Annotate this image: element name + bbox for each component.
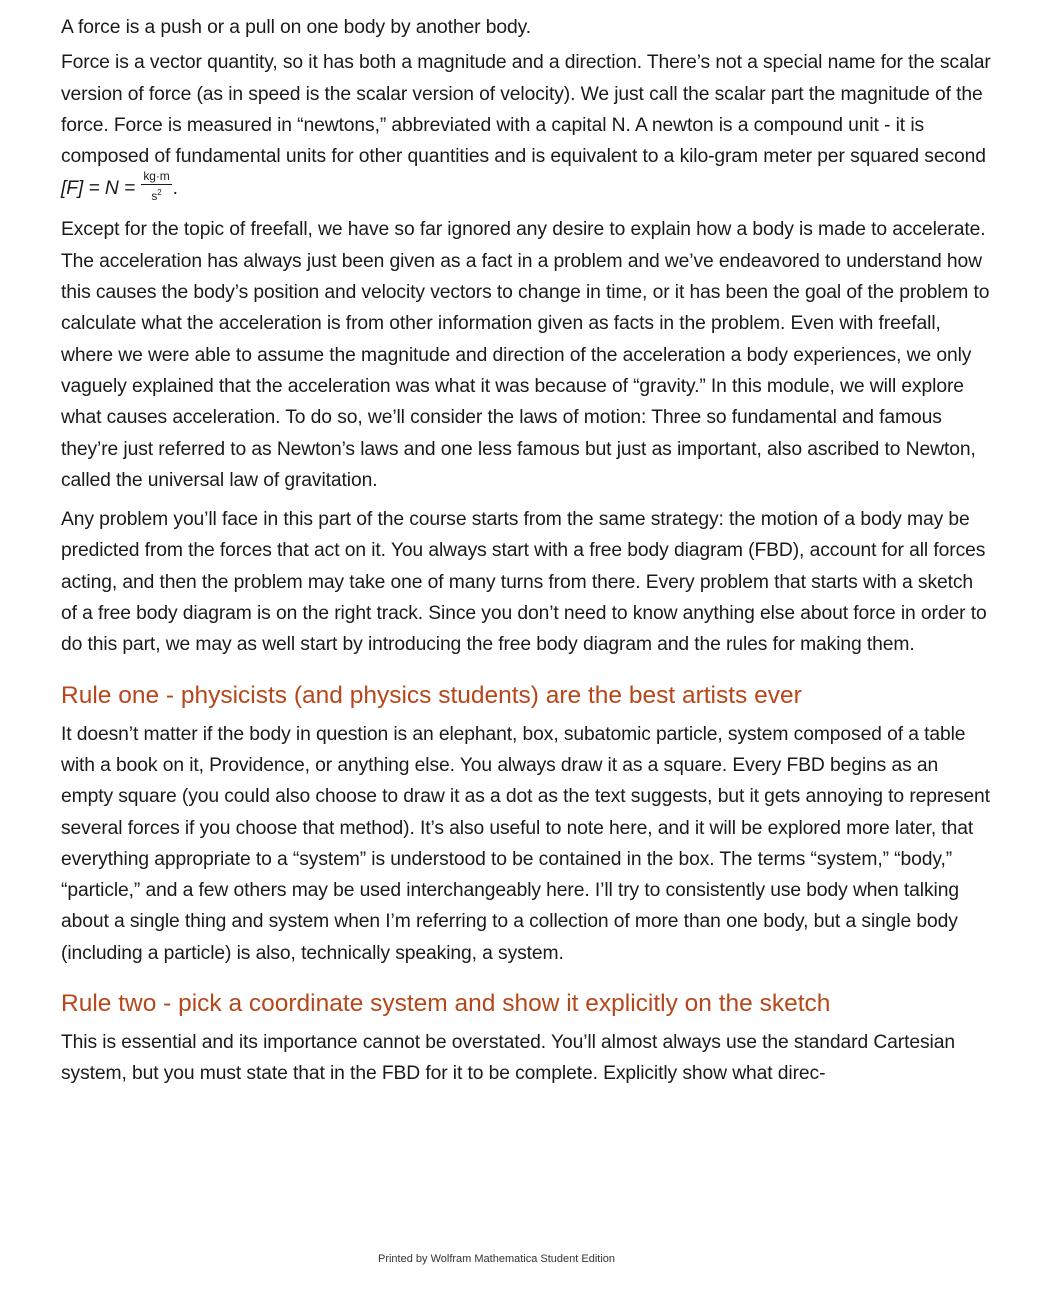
- paragraph-fbd-strategy: Any problem you’ll face in this part of the course starts from the same strategy: the motion of a body may be predicted from the forces that act on it. You always start with a free body diagram (FBD), account for all forces acting, and then the problem may take one of many turns from there. Every problem that starts with a sketch of a free body diagram is on the right track. Since you don’t need to know anything else about force in order to do this part, we may as well start by introducing the free body diagram and the rules for making them.: [61, 509, 987, 656]
- fraction-denominator: [141, 185, 171, 203]
- formula-lhs: [F] = N =: [61, 178, 141, 200]
- paragraph-force-vector-text: Force is a vector quantity, so it has both a magnitude and a direction. There’s not a special name for the scalar version of force (as in speed is the scalar version of velocity). We just call the scalar part the magnitude of the force. Force is measured in “newtons,” abbreviated with a capital N. A newton is a compound unit - it is composed of fundamental units for other quantities and is equivalent to a kilo-gram meter per squared second: [61, 52, 991, 168]
- formula-period: .: [172, 178, 178, 200]
- paragraph-force-vector: [61, 47, 991, 206]
- print-footer: Printed by Wolfram Mathematica Student Edition: [377, 1253, 616, 1265]
- paragraph-acceleration-causes: Except for the topic of freefall, we have so far ignored any desire to explain how a body is made to accelerate. The acceleration has always just been given as a fact in a problem and we’ve endeavored to understand how this causes the body’s position and velocity vectors to change in time, or it has been the goal of the problem to calculate what the acceleration is from other information given as facts in the problem. Even with freefall, where we were able to assume the magnitude and direction of the acceleration a body experiences, we only vaguely explained that the acceleration was what it was because of “gravity.” In this module, we will explore what causes acceleration. To do so, we’ll consider the laws of motion: Three so fundamental and famous they’re just referred to as Newton’s laws and one less famous but just as important, also ascribed to Newton, called the universal law of gravitation.: [61, 219, 990, 491]
- document-page: [61, 12, 991, 1098]
- heading-rule-one: Rule one - physicists (and physics students) are the best artists ever: [61, 681, 802, 709]
- fraction-numerator: kg·m: [143, 169, 170, 184]
- paragraph-rule-two: This is essential and its importance cannot be overstated. You’ll almost always use the standard Cartesian system, but you must state that in the FBD for it to be complete. Explicitly show what direc-: [61, 1032, 955, 1085]
- heading-rule-two: Rule two - pick a coordinate system and show it explicitly on the sketch: [61, 990, 831, 1018]
- paragraph-force-definition: A force is a push or a pull on one body by another body.: [61, 17, 531, 38]
- fraction-exponent: 2: [157, 188, 162, 198]
- paragraph-rule-one: It doesn’t matter if the body in question is an elephant, box, subatomic particle, system composed of a table with a book on it, Providence, or anything else. You always draw it as a square. Every FBD begins as an empty square (you could also choose to draw it as a dot as the text suggests, but it gets annoying to represent several forces if you choose that method). It’s also useful to note here, and it will be explored more later, that everything appropriate to a “system” is understood to be contained in the box. The terms “system,” “body,” “particle,” and a few others may be used interchangeably here. I’ll try to consistently use body when talking about a single thing and system when I’m referring to a collection of more than one body, but a single body (including a particle) is also, technically speaking, a system.: [61, 723, 990, 964]
- unit-fraction: [141, 169, 171, 203]
- fraction-denominator-base: s: [151, 189, 158, 204]
